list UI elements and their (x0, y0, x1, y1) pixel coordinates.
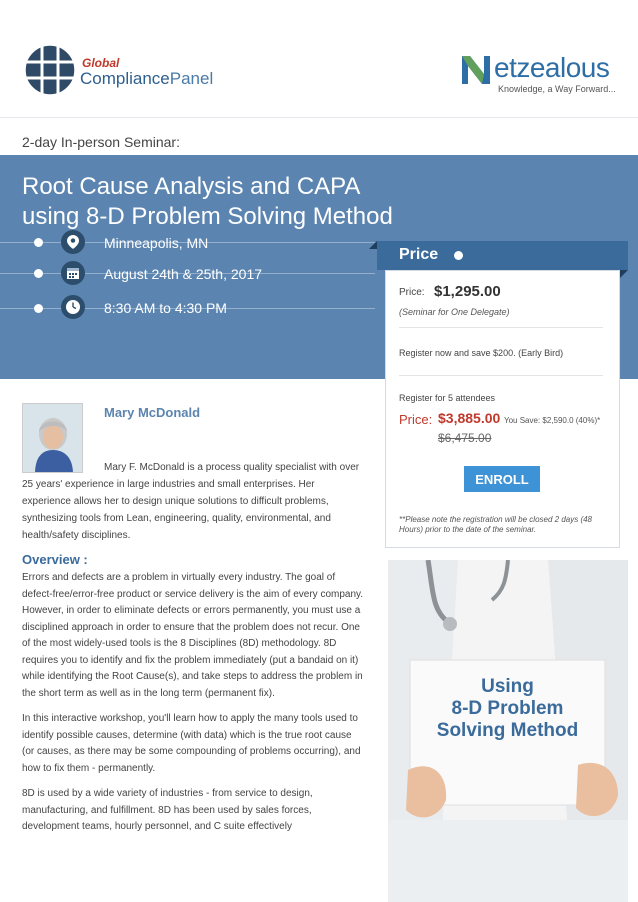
netzealous-n-icon (460, 52, 494, 86)
timeline-dot (34, 238, 43, 247)
single-price-amount: $1,295.00 (434, 283, 501, 300)
early-bird-text: Register now and save $200. (Early Bird) (399, 348, 564, 358)
price-card (385, 270, 620, 548)
tab-fold (620, 270, 628, 278)
partner-name: etzealous (494, 52, 610, 83)
speaker-name: Mary McDonald (104, 405, 201, 420)
price-tab (377, 241, 628, 270)
single-price-note: (Seminar for One Delegate) (399, 307, 510, 317)
global-compliance-panel-logo[interactable] (22, 42, 322, 102)
price-tab-dot (454, 251, 463, 260)
timeline-dot (34, 269, 43, 278)
enroll-button[interactable]: ENROLL (464, 466, 540, 492)
clock-icon (61, 295, 85, 319)
event-location: Minneapolis, MN (104, 235, 209, 251)
brand-name: CompliancePanel (80, 69, 214, 88)
overview-title: Overview : (22, 552, 88, 567)
partner-tagline: Knowledge, a Way Forward... (498, 84, 616, 94)
promo-image (388, 560, 628, 902)
group-savings: You Save: $2,590.0 (40%)* (504, 416, 601, 425)
single-price-label: Price: (399, 287, 425, 298)
speaker-bio: Mary F. McDonald is a process quality specialist with over 25 years' experience in large industries and small enterprises. Her experience allows her to design unique solutions to difficult problems, synthesizing tools from Lean, engineering, quality, environmental, and health/safety disciplines. (22, 462, 360, 541)
netzealous-logo[interactable] (460, 46, 625, 101)
group-registration-label: Register for 5 attendees (399, 393, 496, 403)
timeline-dot (34, 304, 43, 313)
registration-disclaimer: **Please note the registration will be closed 2 days (48 Hours) prior to the date of the seminar. (399, 515, 592, 534)
divider (399, 327, 603, 328)
globe-icon (22, 42, 78, 98)
header (0, 0, 638, 118)
price-tab-label: Price (399, 246, 439, 263)
seminar-title: Root Cause Analysis and CAPA using 8-D Problem Solving Method (22, 173, 393, 230)
brand-global: Global (82, 56, 120, 70)
overview-paragraph: In this interactive workshop, you'll learn how to apply the many tools used to identify possible causes, determine (with data) which is the true root cause (or causes, as there may be some compounding of problems occurring), and how to fix them - permanently. (22, 713, 361, 774)
overview-paragraph: 8D is used by a wide variety of industries - from service to design, manufacturing, and fulfillment. 8D has been used by sales forces, development teams, hourly personnel, and C suite effectively (22, 788, 313, 832)
location-pin-icon (61, 230, 85, 254)
overview-paragraph: Errors and defects are a problem in virtually every industry. The goal of defect-free/error-free product or service delivery is the aim of every company. However, in order to eliminate defects or errors permanently, you must use a disciplined approach in order to ensure that the problem does not recur. One of the most widely-used tools is the 8 Disciplines (8D) methodology. 8D requires you to identify and fix the problem immediately (put a bandaid on it) while identifying the Root Cause(s), and take steps to address the problem in the short term as well as in the long term (permanent fix). (22, 572, 364, 699)
event-time: 8:30 AM to 4:30 PM (104, 300, 227, 316)
group-price-label: Price: (399, 412, 433, 427)
group-original-price: $6,475.00 (438, 431, 492, 445)
promo-caption: Using 8-D Problem Solving Method (436, 676, 579, 741)
divider (399, 375, 603, 376)
event-dates: August 24th & 25th, 2017 (104, 266, 263, 282)
calendar-icon (61, 261, 85, 285)
overview-body (22, 570, 364, 845)
tab-fold (369, 241, 377, 249)
group-price-amount: $3,885.00 (438, 410, 501, 426)
seminar-type: 2-day In-person Seminar: (22, 134, 180, 150)
